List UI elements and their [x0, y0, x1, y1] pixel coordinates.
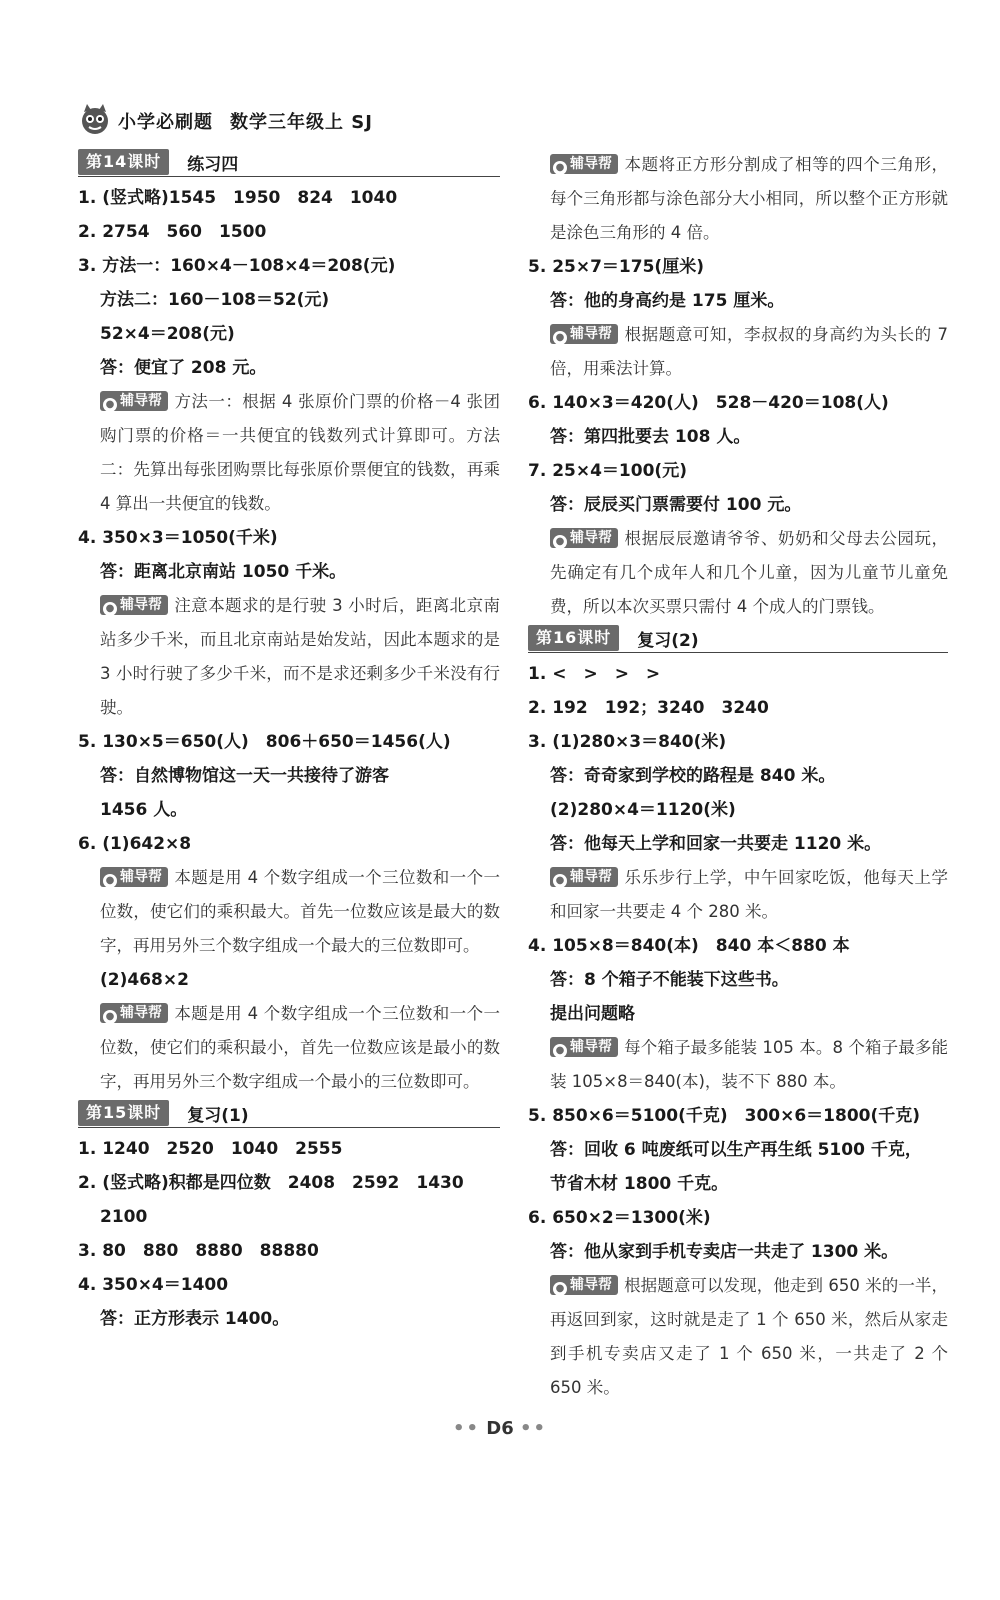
page-number: •• D6 ••	[452, 1418, 548, 1439]
tip-paragraph: ● 辅导帮 乐乐步行上学，中午回家吃饭，他每天上学和回家一共要走 4 个 280 米。	[550, 868, 948, 921]
tutor-icon: ●	[553, 1282, 567, 1296]
answer-line: 方法二：160－108＝52(元)	[100, 290, 330, 310]
tip-badge: ● 辅导帮	[550, 154, 618, 174]
brand-title: 小学必刷题	[118, 112, 213, 133]
tip-paragraph: ● 辅导帮 每个箱子最多能装 105 本。8 个箱子最多能装 105×8＝840(本)，装不下 880 本。	[550, 1038, 948, 1091]
tip-badge: ● 辅导帮	[550, 324, 618, 344]
answer-line: 答：第四批要去 108 人。	[550, 427, 751, 447]
lesson-header-16	[528, 624, 948, 653]
page-header	[78, 100, 498, 144]
lesson-title: 复习(1)	[187, 1105, 249, 1126]
answer-line: 2. 2754 560 1500	[78, 222, 267, 242]
tip-badge: ● 辅导帮	[550, 528, 618, 548]
tip-badge: ● 辅导帮	[550, 867, 618, 887]
tutor-icon: ●	[103, 1010, 117, 1024]
subject-title: 数学三年级上 SJ	[230, 112, 373, 133]
tutor-icon: ●	[103, 398, 117, 412]
lesson-title: 练习四	[187, 154, 239, 175]
answer-line: 答：距离北京南站 1050 千米。	[100, 562, 347, 582]
answer-line: 6. (1)642×8	[78, 834, 192, 854]
answer-line: 3. (1)280×3＝840(米)	[528, 732, 727, 752]
answer-line: 2. 192 192；3240 3240	[528, 698, 769, 718]
answer-line: 答：回收 6 吨废纸可以生产再生纸 5100 千克，	[550, 1140, 922, 1160]
tip-paragraph: ● 辅导帮 根据题意可以发现，他走到 650 米的一半，再返回到家，这时就是走了 1 个 650 米，然后从家走到手机专卖店又走了 1 个 650 米，一共走了 2 个 650 米。	[550, 1276, 948, 1397]
tutor-icon: ●	[103, 874, 117, 888]
lesson-header-14	[78, 148, 500, 177]
tutor-icon: ●	[553, 1044, 567, 1058]
lesson-tag: 第16课时	[528, 625, 619, 651]
answer-line: 答：正方形表示 1400。	[100, 1309, 290, 1329]
tip-badge: ● 辅导帮	[100, 1003, 168, 1023]
tutor-icon: ●	[103, 602, 117, 616]
answer-line: 52×4＝208(元)	[100, 324, 235, 344]
answer-line: 5. 25×7＝175(厘米)	[528, 257, 704, 277]
answer-line: 5. 850×6＝5100(千克) 300×6＝1800(千克)	[528, 1106, 921, 1126]
answer-line: 答：他的身高约是 175 厘米。	[550, 291, 785, 311]
lesson-title: 复习(2)	[637, 630, 699, 651]
tip-paragraph: ● 辅导帮 方法一：根据 4 张原价门票的价格－4 张团购门票的价格＝一共便宜的钱数列式计算即可。方法二：先算出每张团购票比每张原价票便宜的钱数，再乘 4 算出一共便宜的钱数。	[100, 392, 500, 513]
page-dots-left: ••	[452, 1418, 480, 1439]
answer-line: 2100	[100, 1207, 148, 1227]
answer-line: 答：他从家到手机专卖店一共走了 1300 米。	[550, 1242, 899, 1262]
answer-line: 答：奇奇家到学校的路程是 840 米。	[550, 766, 836, 786]
answer-line: 答：自然博物馆这一天一共接待了游客	[100, 766, 389, 786]
tip-badge: ● 辅导帮	[550, 1275, 618, 1295]
page-dots-right: ••	[520, 1418, 548, 1439]
answer-line: (2)468×2	[100, 970, 189, 990]
tutor-icon: ●	[553, 161, 567, 175]
answer-line: 1. < > > >	[528, 664, 661, 684]
tip-badge: ● 辅导帮	[100, 595, 168, 615]
tip-paragraph: ● 辅导帮 注意本题求的是行驶 3 小时后，距离北京南站多少千米，而且北京南站是始发站，因此本题求的是 3 小时行驶了多少千米，而不是求还剩多少千米没有行驶。	[100, 596, 500, 717]
answer-line: 7. 25×4＝100(元)	[528, 461, 687, 481]
answer-line: 6. 650×2＝1300(米)	[528, 1208, 711, 1228]
answer-line: 1. 1240 2520 1040 2555	[78, 1139, 343, 1159]
answer-line: (2)280×4＝1120(米)	[550, 800, 736, 820]
answer-line: 答：8 个箱子不能装下这些书。	[550, 970, 789, 990]
answer-line: 提出问题略	[550, 1004, 635, 1024]
tutor-icon: ●	[553, 535, 567, 549]
lesson-tag: 第14课时	[78, 149, 169, 175]
tip-badge: ● 辅导帮	[550, 1037, 618, 1057]
answer-line: 4. 105×8＝840(本) 840 本＜880 本	[528, 936, 850, 956]
lesson-tag: 第15课时	[78, 1100, 169, 1126]
answer-line: 1. (竖式略)1545 1950 824 1040	[78, 188, 398, 208]
right-column	[528, 148, 948, 1405]
lesson-header-15	[78, 1099, 500, 1128]
answer-line: 答：便宜了 208 元。	[100, 358, 267, 378]
tip-paragraph: ● 辅导帮 根据辰辰邀请爷爷、奶奶和父母去公园玩，先确定有几个成年人和几个儿童，因为儿童节儿童免费，所以本次买票只需付 4 个成人的门票钱。	[550, 529, 948, 616]
left-column	[78, 148, 500, 1336]
tutor-icon: ●	[553, 331, 567, 345]
tip-badge: ● 辅导帮	[100, 391, 168, 411]
answer-line: 4. 350×3＝1050(千米)	[78, 528, 278, 548]
tip-badge: ● 辅导帮	[100, 867, 168, 887]
tip-paragraph: ● 辅导帮 根据题意可知，李叔叔的身高约为头长的 7 倍，用乘法计算。	[550, 325, 948, 378]
answer-line: 3. 方法一：160×4－108×4＝208(元)	[78, 256, 396, 276]
answer-line: 1456 人。	[100, 800, 188, 820]
answer-line: 3. 80 880 8880 88880	[78, 1241, 319, 1261]
answer-line: 答：他每天上学和回家一共要走 1120 米。	[550, 834, 882, 854]
answer-line: 节省木材 1800 千克。	[550, 1174, 729, 1194]
answer-line: 6. 140×3＝420(人) 528－420＝108(人)	[528, 393, 889, 413]
mascot-logo-icon	[78, 102, 112, 136]
tutor-icon: ●	[553, 874, 567, 888]
answer-line: 4. 350×4＝1400	[78, 1275, 229, 1295]
tip-paragraph: ● 辅导帮 本题是用 4 个数字组成一个三位数和一个一位数，使它们的乘积最大。首先一位数应该是最大的数字，再用另外三个数字组成一个最大的三位数即可。	[100, 868, 500, 955]
tip-paragraph: ● 辅导帮 本题将正方形分割成了相等的四个三角形，每个三角形都与涂色部分大小相同，所以整个正方形就是涂色三角形的 4 倍。	[550, 155, 948, 242]
answer-line: 2. (竖式略)积都是四位数 2408 2592 1430	[78, 1173, 464, 1193]
answer-line: 答：辰辰买门票需要付 100 元。	[550, 495, 802, 515]
answer-line: 5. 130×5＝650(人) 806＋650＝1456(人)	[78, 732, 451, 752]
tip-paragraph: ● 辅导帮 本题是用 4 个数字组成一个三位数和一个一位数，使它们的乘积最小，首先一位数应该是最小的数字，再用另外三个数字组成一个最小的三位数即可。	[100, 1004, 500, 1091]
